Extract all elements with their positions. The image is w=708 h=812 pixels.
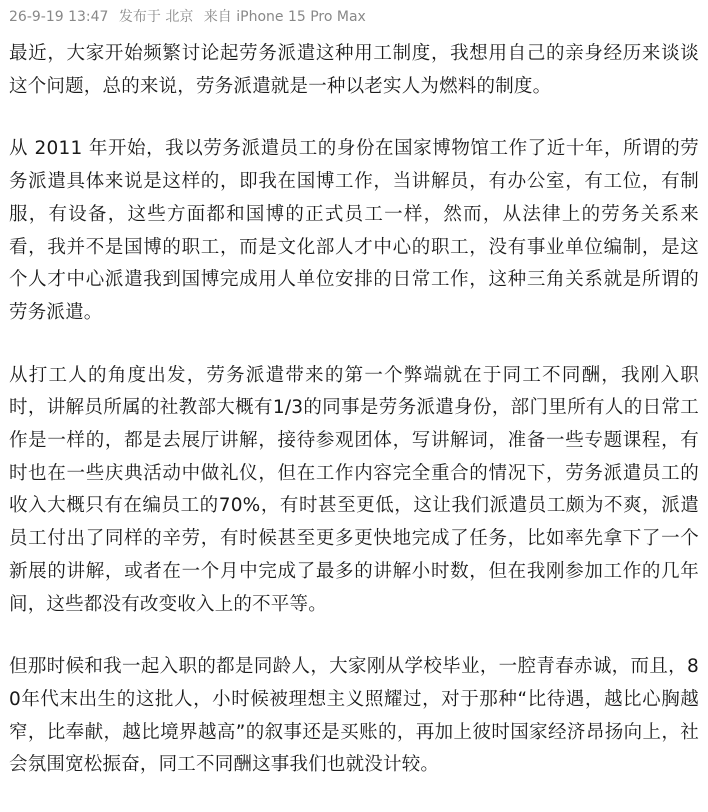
paragraph-intro: 最近，大家开始频繁讨论起劳务派遣这种用工制度，我想用自己的亲身经历来谈谈这个问题，总的来说，劳务派遣就是一种以老实人为燃料的制度。 [9,43,699,97]
post-device: 来自 iPhone 15 Pro Max [203,9,366,25]
post-location: 发布于 北京 [118,9,194,25]
post-meta [9,7,372,27]
post-timestamp: 26-9-19 13:47 [9,9,109,25]
paragraph-unequal-pay: 从打工人的角度出发，劳务派遣带来的第一个弊端就在于同工不同酬，我刚入职时，讲解员所属的社教部大概有1/3的同事是劳务派遣身份，部门里所有人的日常工作是一样的，都是去展厅讲解，接待参观团体，写讲解词，准备一些专题课程，有时也在一些庆典活动中做礼仪，但在工作内容完全重合的情况下，劳务派遣员工的收入大概只有在编员工的70%，有时甚至更低，这让我们派遣员工颇为不爽，派遣员工付出了同样的辛劳，有时候甚至更多更快地完成了任务，比如率先拿下了一个新展的讲解，或者在一个月中完成了最多的讲解小时数，但在我刚参加工作的几年间，这些都没有改变收入上的不平等。 [9,364,699,615]
article-body [9,38,699,812]
paragraph-background: 从 2011 年开始，我以劳务派遣员工的身份在国家博物馆工作了近十年，所谓的劳务派遣具体来说是这样的，即我在国博工作，当讲解员，有办公室，有工位，有制服，有设备，这些方面都和国博的正式员工一样，然而，从法律上的劳务关系来看，我并不是国博的职工，而是文化部人才中心的职工，没有事业单位编制，是这个人才中心派遣我到国博完成用人单位安排的日常工作，这种三角关系就是所谓的劳务派遣。 [9,138,699,323]
paragraph-youth: 但那时候和我一起入职的都是同龄人，大家刚从学校毕业，一腔青春赤诚，而且，80年代末出生的这批人，小时候被理想主义照耀过，对于那种“比待遇，越比心胸越窄，比奉献，越比境界越高”的叙事还是买账的，再加上彼时国家经济昂扬向上，社会氛围宽松振奋，同工不同酬这事我们也就没计较。 [9,656,699,776]
